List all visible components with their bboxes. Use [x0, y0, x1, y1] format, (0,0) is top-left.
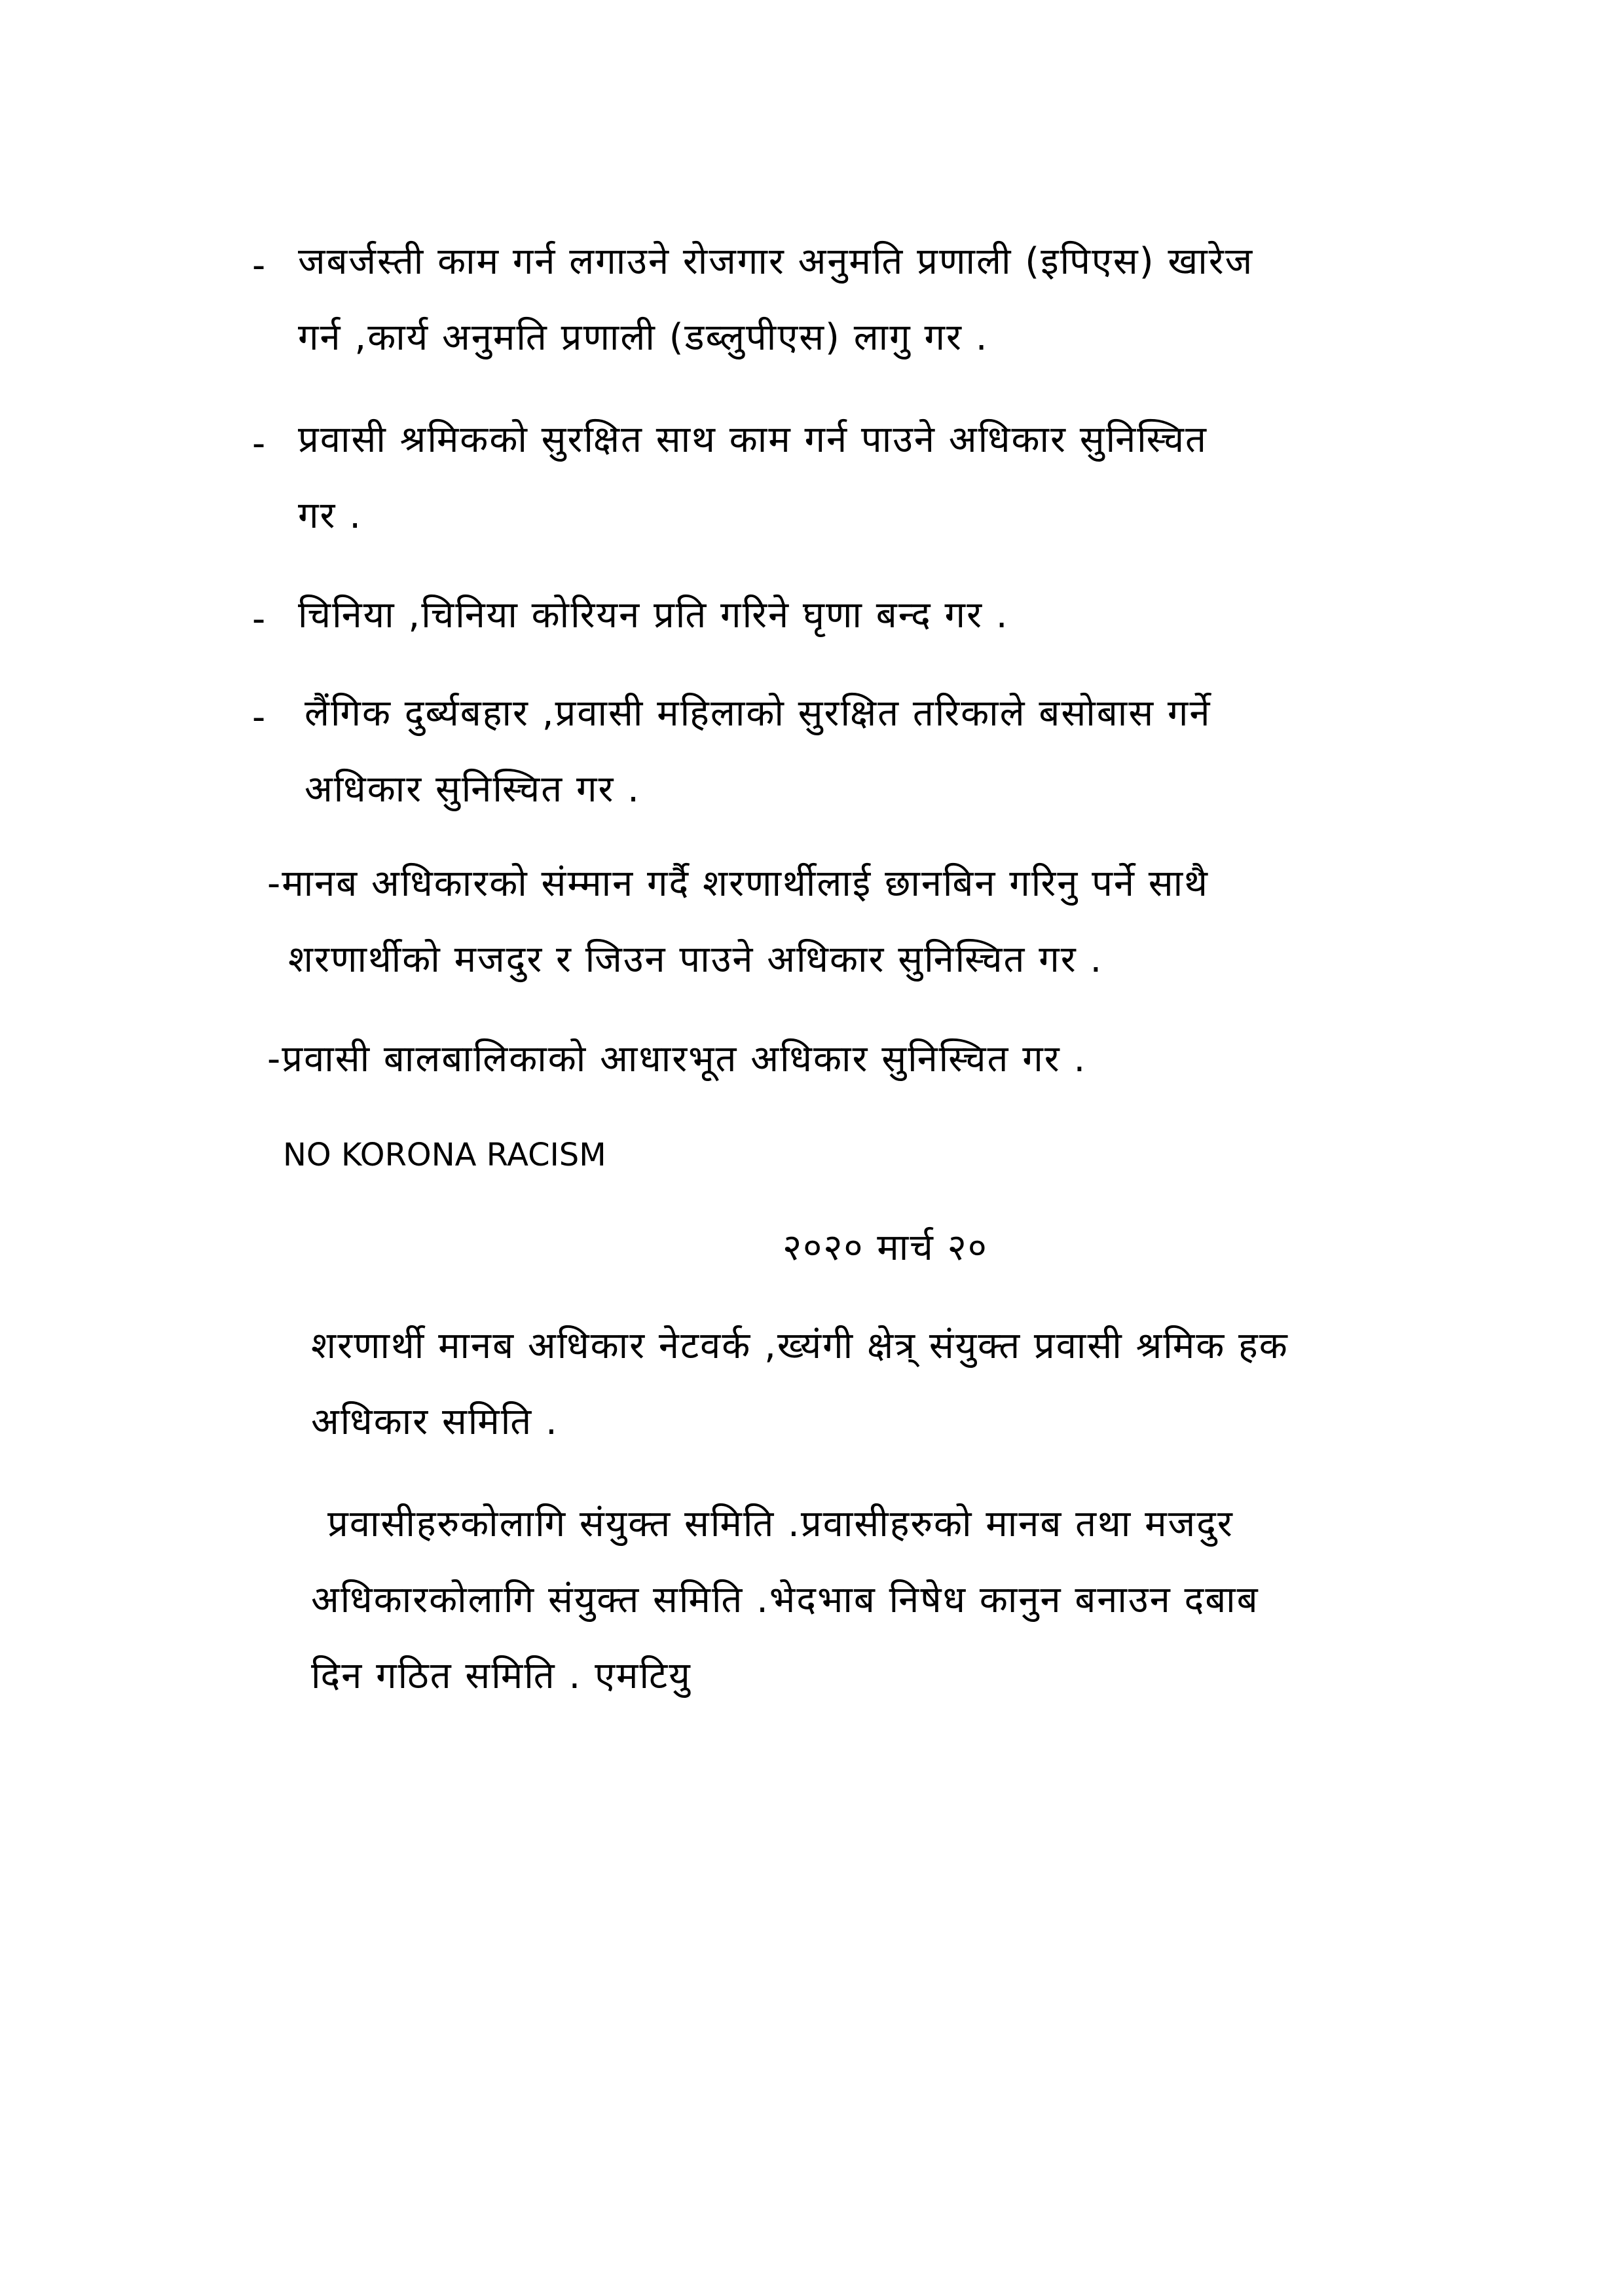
- signatory-2-line-3: दिन गठित समिति . एमटियु: [311, 1655, 692, 1697]
- bullet-marker: -: [252, 598, 266, 640]
- bullet-marker: -: [252, 696, 266, 739]
- document-date: २०२० मार्च २०: [783, 1226, 988, 1269]
- slogan: NO KORONA RACISM: [283, 1137, 606, 1173]
- bullet-marker: -: [252, 244, 266, 287]
- bullet-2-line-2: गर .: [298, 494, 363, 537]
- signatory-1-line-1: शरणार्थी मानब अधिकार नेटवर्क ,ख्यंगी क्षेत्र् संयुक्त प्रवासी श्रमिक हक: [311, 1325, 1289, 1367]
- bullet-1-line-1: जबर्जस्ती काम गर्न लगाउने रोजगार अनुमति प्रणाली (इपिएस) खारेज: [298, 240, 1254, 283]
- bullet-1-line-2: गर्न ,कार्य अनुमति प्रणाली (डब्लुपीएस) लागु गर .: [298, 316, 989, 359]
- demand-2-line-1: -प्रवासी बालबालिकाको आधारभूत अधिकार सुनिस्चित गर .: [267, 1038, 1087, 1080]
- signatory-2-line-2: अधिकारकोलागि संयुक्त समिति .भेदभाब निषेध कानुन बनाउन दबाब: [311, 1579, 1259, 1621]
- bullet-marker: -: [252, 422, 266, 465]
- signatory-2-line-1: प्रवासीहरुकोलागि संयुक्त समिति .प्रवासीहरुको मानब तथा मजदुर: [327, 1503, 1234, 1545]
- bullet-4-line-1: लैंगिक दुर्ब्यबहार ,प्रवासी महिलाको सुरक्षित तरिकाले बसोबास गर्ने: [304, 692, 1211, 735]
- bullet-3-line-1: चिनिया ,चिनिया कोरियन प्रति गरिने घृणा बन्द गर .: [298, 594, 1009, 636]
- bullet-2-line-1: प्रवासी श्रमिकको सुरक्षित साथ काम गर्न पाउने अधिकार सुनिस्चित: [298, 418, 1208, 461]
- demand-1-line-2: शरणार्थीको मजदुर र जिउन पाउने अधिकार सुनिस्चित गर .: [288, 938, 1103, 981]
- signatory-1-line-2: अधिकार समिति .: [311, 1401, 559, 1443]
- bullet-4-line-2: अधिकार सुनिस्चित गर .: [304, 768, 640, 811]
- demand-1-line-1: -मानब अधिकारको संम्मान गर्दै शरणार्थीलाई छानबिन गरिनु पर्ने साथै: [267, 862, 1209, 905]
